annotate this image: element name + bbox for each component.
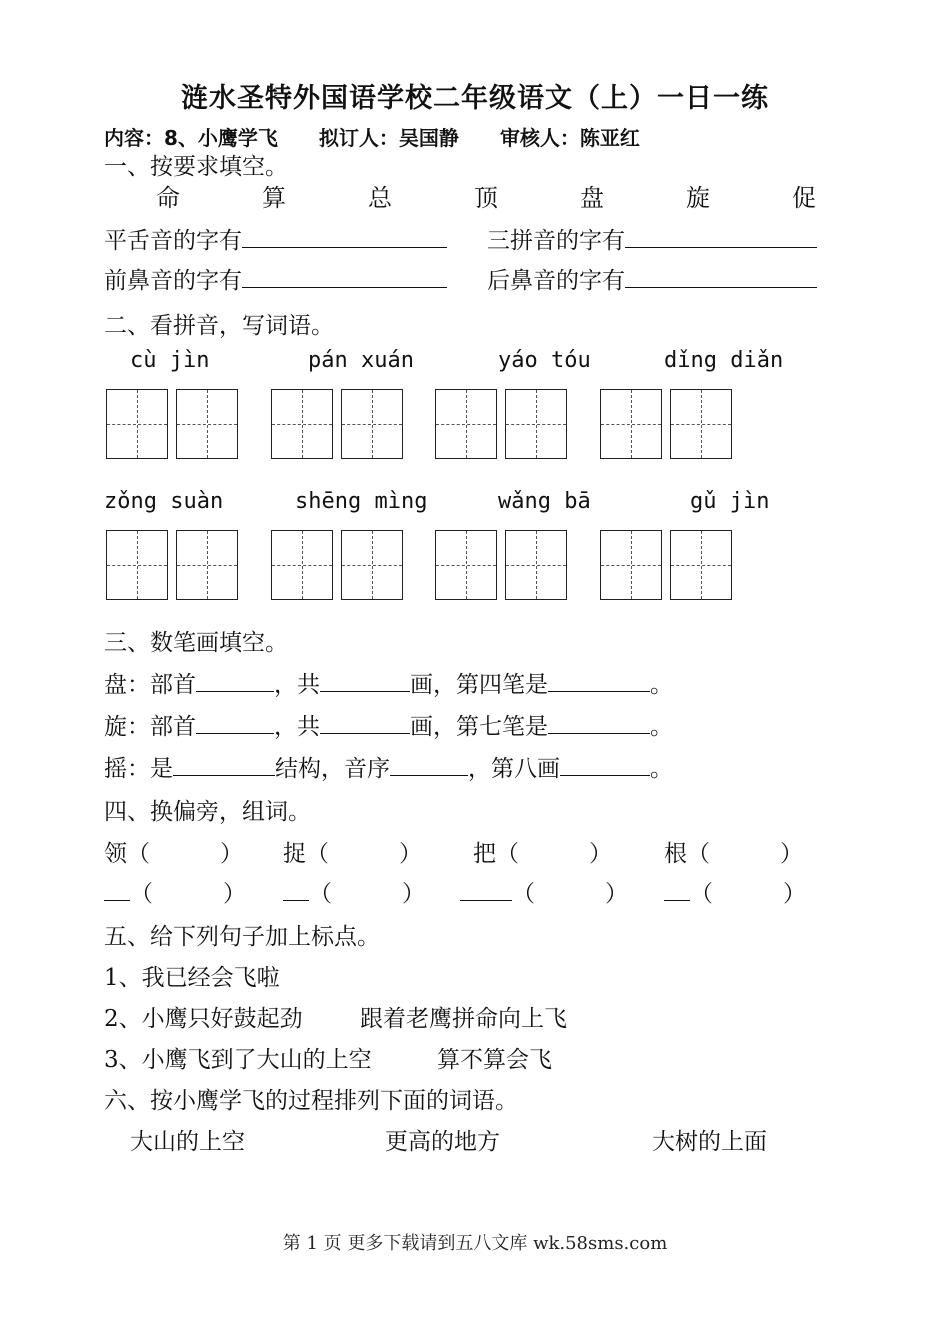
answer-blank[interactable] [173,751,275,776]
radical-item [283,835,422,868]
text: ，共 [274,714,320,740]
sentence-2b: 跟着老鹰拼命向上飞 [360,1006,567,1032]
text: 。 [650,714,673,740]
section6-heading: 六、按小鹰学飞的过程排列下面的词语。 [104,1088,518,1114]
writing-box[interactable] [106,530,168,600]
stroke-row-2 [104,708,673,741]
question-label: 后鼻音的字有 [487,268,625,294]
page-footer: 第 1 页 更多下载请到五八文库 wk.58sms.com [282,1233,668,1254]
writing-box[interactable] [600,530,662,600]
order-word: 更高的地方 [385,1129,500,1155]
sentence-1: 1、我已经会飞啦 [104,965,280,991]
paren: （ [130,881,153,907]
pinyin-label: cù jìn [130,348,210,373]
paren: （ [496,841,519,867]
text: 结构，音序 [275,756,390,782]
section2-heading: 二、看拼音，写词语。 [104,313,334,339]
char: 盘 [580,184,604,212]
writing-box[interactable] [505,389,567,459]
section5-heading: 五、给下列句子加上标点。 [104,924,380,950]
answer-blank[interactable] [320,667,410,692]
writing-box[interactable] [341,530,403,600]
writing-box[interactable] [670,530,732,600]
pinyin-label: pán xuán [308,348,414,373]
answer-blank[interactable] [242,263,447,288]
writing-box[interactable] [435,530,497,600]
pinyin-label: gǔ jìn [690,489,770,514]
radical-item [104,875,246,908]
char: 领 [104,841,127,867]
stroke-row-3 [104,750,673,783]
text: 。 [650,672,673,698]
paren: （ [687,841,710,867]
paren: ） [223,881,246,907]
pinyin-label: yáo tóu [498,348,591,373]
char: 命 [156,184,180,212]
paren: ） [402,881,425,907]
answer-blank[interactable] [664,876,690,901]
sentence-2a: 2、小鹰只好鼓起劲 [104,1006,303,1032]
radical-item [664,875,806,908]
text: 摇：是 [104,756,173,782]
text: 画，第七笔是 [410,714,548,740]
char: 根 [664,841,687,867]
paren: ） [220,841,243,867]
writing-box[interactable] [670,389,732,459]
section4-heading: 四、换偏旁，组词。 [104,799,311,825]
answer-blank[interactable] [625,223,817,248]
pinyin-label: zǒng suàn [104,489,224,514]
stroke-row-1 [104,666,673,699]
text: ，第八画 [468,756,560,782]
text: ，共 [274,672,320,698]
paren: ） [399,841,422,867]
text: 盘：部首 [104,672,196,698]
char: 顶 [474,184,498,212]
writing-box[interactable] [505,530,567,600]
fill-row-2b [487,262,817,295]
pinyin-label: wǎng bā [498,489,591,514]
order-word: 大树的上面 [652,1129,767,1155]
paren: ） [605,881,628,907]
char: 促 [792,184,816,212]
answer-blank[interactable] [104,876,130,901]
radical-item [283,875,425,908]
paren: ） [783,881,806,907]
reviewer: 审核人：陈亚红 [499,126,640,150]
answer-blank[interactable] [242,223,447,248]
paren: （ [306,841,329,867]
writing-box[interactable] [176,389,238,459]
question-label: 三拼音的字有 [487,228,625,254]
text: 画，第四笔是 [410,672,548,698]
char: 旋 [686,184,710,212]
author: 拟订人：吴国静 [318,126,459,150]
fill-row-1 [104,222,447,255]
text: 旋：部首 [104,714,196,740]
radical-item [473,835,612,868]
order-word: 大山的上空 [130,1129,245,1155]
page-title: 涟水圣特外国语学校二年级语文（上）一日一练 [181,83,769,114]
paren: （ [127,841,150,867]
fill-row-2 [104,262,447,295]
answer-blank[interactable] [390,751,468,776]
question-label: 前鼻音的字有 [104,268,242,294]
radical-item [460,875,628,908]
writing-box[interactable] [435,389,497,459]
paren: （ [512,881,535,907]
answer-blank[interactable] [196,709,274,734]
writing-box[interactable] [106,389,168,459]
writing-box[interactable] [176,530,238,600]
paren: ） [589,841,612,867]
writing-box[interactable] [341,389,403,459]
fill-row-1b [487,222,817,255]
answer-blank[interactable] [460,876,512,901]
meta-line [104,122,674,151]
pinyin-label: dǐng diǎn [664,348,784,373]
text: 。 [650,756,673,782]
question-label: 平舌音的字有 [104,228,242,254]
sentence-3b: 算不算会飞 [437,1047,552,1073]
answer-blank[interactable] [283,876,309,901]
radical-item [104,835,243,868]
char: 把 [473,841,496,867]
section3-heading: 三、数笔画填空。 [104,630,288,656]
answer-blank[interactable] [625,263,817,288]
answer-blank[interactable] [320,709,410,734]
char: 算 [262,184,286,212]
answer-blank[interactable] [560,751,650,776]
answer-blank[interactable] [196,667,274,692]
char: 总 [368,184,392,212]
sentence-3a: 3、小鹰飞到了大山的上空 [104,1047,372,1073]
paren: （ [309,881,332,907]
section1-heading: 一、按要求填空。 [104,154,288,180]
writing-box[interactable] [271,389,333,459]
answer-blank[interactable] [548,709,650,734]
lesson-content: 内容：8、小鹰学飞 [104,126,278,150]
writing-box[interactable] [271,530,333,600]
answer-blank[interactable] [548,667,650,692]
writing-box[interactable] [600,389,662,459]
paren: ） [780,841,803,867]
section1-chars [156,178,816,213]
char: 捉 [283,841,306,867]
paren: （ [690,881,713,907]
pinyin-label: shēng mìng [295,489,428,514]
radical-item [664,835,803,868]
